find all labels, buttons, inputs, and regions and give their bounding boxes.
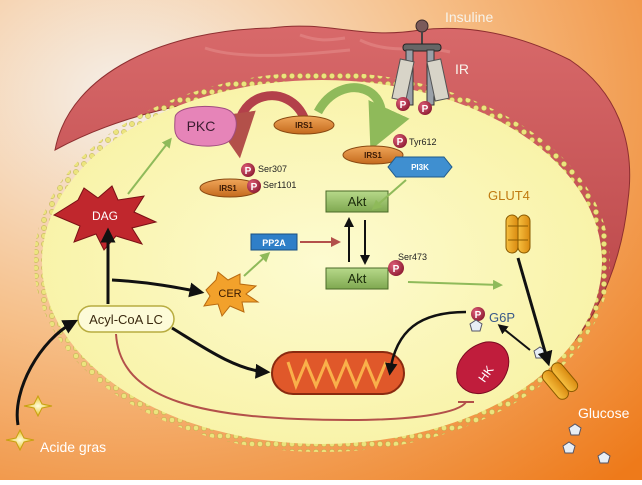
pkc-label: PKC [186,118,216,134]
svg-text:P: P [421,104,429,115]
svg-text:P: P [392,264,400,275]
svg-text:DAG: DAG [91,209,119,223]
tyr612-phospho [393,134,407,148]
pkc-protein [175,106,237,146]
svg-text:PP2A: PP2A [262,238,286,248]
svg-text:IRS1: IRS1 [364,151,382,160]
insuline-label: Insuline [445,9,494,25]
svg-text:CER: CER [218,288,242,300]
acyl-coa-box [78,306,174,332]
svg-text:Acyl-CoA LC: Acyl-CoA LC [89,312,163,327]
ser1101-label: Ser1101 [263,180,297,190]
akt-top [326,191,388,212]
g6p-phospho [471,307,485,321]
akt-bottom [326,268,388,289]
glucose-label: Glucose [578,405,630,421]
pi3k-protein [388,157,452,177]
g6p-label: G6P [489,310,516,325]
mitochondrion [272,352,404,394]
ser473-label: Ser473 [398,252,428,262]
irs1-top [274,116,334,134]
ir-label: IR [455,61,469,77]
svg-text:PI3K: PI3K [411,163,429,172]
svg-text:P: P [250,182,258,193]
svg-text:IRS1: IRS1 [219,184,237,193]
svg-text:P: P [396,137,404,148]
glut4-transporter [506,215,530,253]
acide-gras-label: Acide gras [40,439,107,455]
svg-text:P: P [399,100,407,111]
svg-text:P: P [244,166,252,177]
ser307-label: Ser307 [258,164,288,174]
ser307-phospho [241,163,255,177]
svg-text:P: P [474,310,482,321]
glut4-label: GLUT4 [488,188,530,203]
pp2a-protein [251,234,297,250]
tyr612-label: Tyr612 [409,137,437,147]
svg-text:Akt: Akt [347,271,367,286]
ser1101-phospho [247,179,261,193]
svg-text:IRS1: IRS1 [295,121,313,130]
insulin-molecule [416,20,428,32]
svg-text:Akt: Akt [347,194,367,209]
svg-text:HK: HK [475,363,497,385]
receptor-phospho-left [396,97,410,111]
receptor-phospho-right [418,101,432,115]
ser473-phospho [388,260,404,276]
